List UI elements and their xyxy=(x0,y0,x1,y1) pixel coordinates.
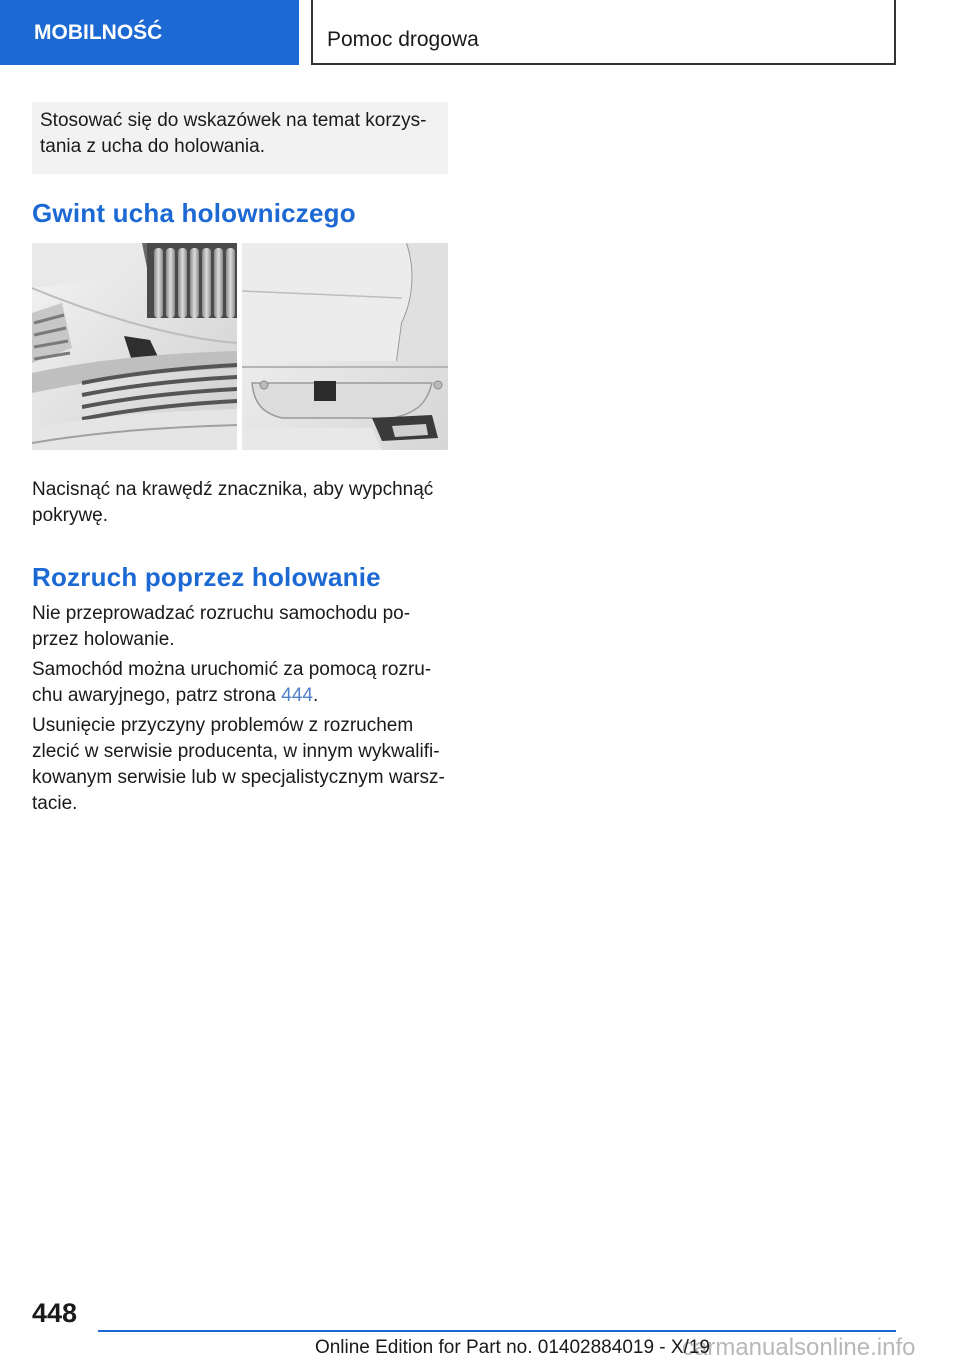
rear-bumper-photo xyxy=(242,243,448,450)
watermark: carmanualsonline.info xyxy=(682,1334,916,1361)
front-bumper-illustration xyxy=(32,243,237,450)
paragraph-service: Usunięcie przyczyny problemów z rozruchem zlecić w serwisie producenta, w innym wykwalifi-kowanym serwisie lub w specjalistycznym warsz-tacie. xyxy=(32,715,445,814)
note-text: Stosować się do wskazówek na temat korzys-tania z ucha do holowania. xyxy=(40,110,427,157)
note-box xyxy=(32,102,448,174)
paragraph-press-edge: Nacisnąć na krawędź znacznika, aby wypchnąć pokrywę. xyxy=(32,479,434,526)
section-tab: MOBILNOŚĆ xyxy=(0,0,299,65)
page-link-444[interactable]: 444 xyxy=(281,685,313,706)
rear-bumper-illustration xyxy=(242,243,448,450)
front-bumper-photo xyxy=(32,243,237,450)
edition-text: Online Edition for Part no. 01402884019 - X/19 xyxy=(314,1337,710,1358)
heading-rozruch: Rozruch poprzez holowanie xyxy=(32,562,381,592)
paragraph-emergency-start-end: . xyxy=(312,685,319,706)
rear-tow-eye-cover xyxy=(314,381,336,401)
paragraph-emergency-start xyxy=(32,657,448,709)
paragraph-emergency-start-text: Samochód można uruchomić za pomocą rozru-chu awaryjnego, patrz strona xyxy=(32,659,432,706)
heading-gwint: Gwint ucha holowniczego xyxy=(32,198,356,228)
page-number: 448 xyxy=(32,1298,78,1328)
footer-divider xyxy=(98,1330,896,1332)
chapter-title: Pomoc drogowa xyxy=(311,0,896,65)
paragraph-no-tow-start: Nie przeprowadzać rozruchu samochodu po-przez holowanie. xyxy=(32,603,411,650)
